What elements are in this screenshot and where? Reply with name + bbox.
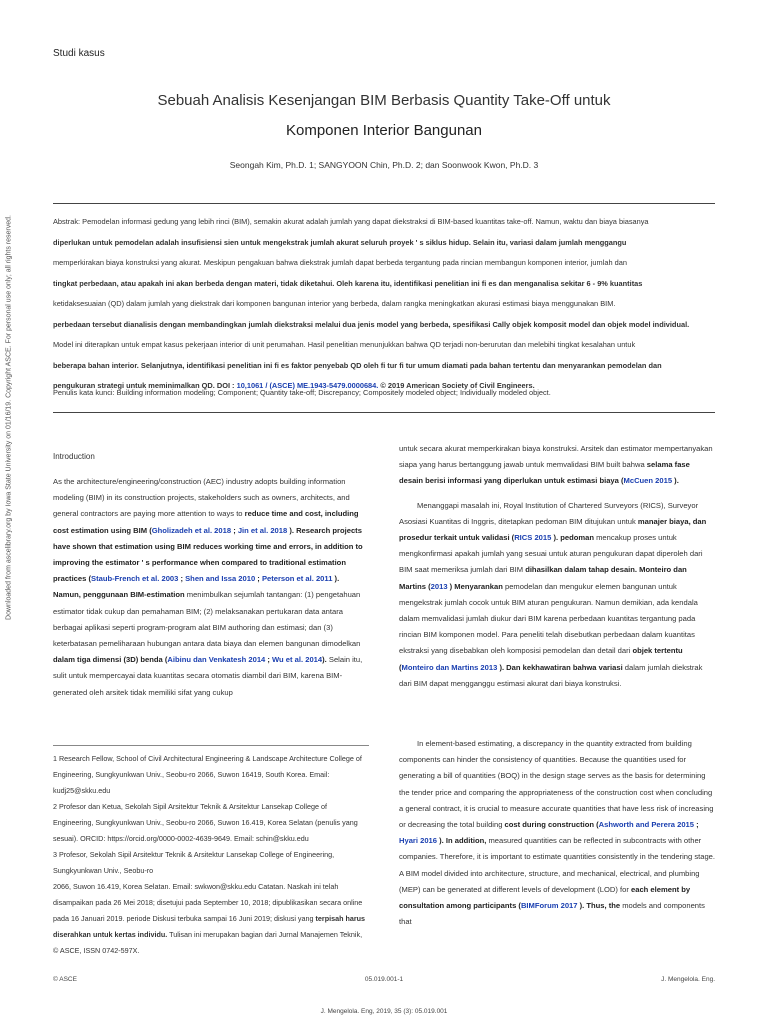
authors: Seongah Kim, Ph.D. 1; SANGYOON Chin, Ph.D. 2; dan Soonwook Kwon, Ph.D. 3 <box>229 160 539 170</box>
side-download-notice: Downloaded from ascelibrary.org by Iowa State University on 01/16/19. Copyright ASCE. For personal use only; all rights reserved. <box>5 215 13 620</box>
abstract-line: Abstrak: Pemodelan informasi gedung yang lebih rinci (BIM), semakin akurat adalah jumlah yang dapat diekstraksi di BIM-based kuantitas take-off. Namun, waktu dan biaya biasanya <box>53 217 649 226</box>
paragraph: In element-based estimating, a discrepancy in the quantity extracted from building components can hinder the consistency of quantities. Because the quantities used for generating a bill of quantities (BOQ) in the design stage serves as the basis for determining the tender price and comparing the appropriateness of the construction cost when concluding a general contract, it is crucial to measure accurate quantities that have less risk of increasing or decreasing the total building cost during construction (Ashworth and Perera 2015 ; Hyari 2016 ). In addition, measured quantities can be reflected in subcontracts with other companies. Therefore, it is important to estimate quantities consistently in the tendering stage. A BIM model divided into architecture, structure, and mechanical, electrical, and plumbing (MEP) can be generated at different levels of development (LOD) for each element by consultation among participants (BIMForum 2017 ). Thus, the models and components that <box>399 739 716 927</box>
citation-link[interactable]: RICS 2015 <box>514 533 552 543</box>
abstract-line: pengukuran strategi untuk meminimalkan QD. DOI : 10,1061 / (ASCE) ME.1943-5479.0000684. © 2019 American Society of Civil Engineers. <box>53 381 535 390</box>
footer-page-number: 05.019.001-1 <box>364 976 404 983</box>
citation-link[interactable]: BIMForum 2017 <box>520 901 578 911</box>
footer-copyright: © ASCE <box>53 976 77 983</box>
intro-heading: Introduction <box>53 452 95 461</box>
abstract-top-rule <box>53 203 715 204</box>
citation-link[interactable]: Aibinu dan Venkatesh 2014 <box>167 655 266 665</box>
right-column-text <box>399 441 715 692</box>
footnote-rule <box>53 745 369 746</box>
page-title-line2: Komponen Interior Bangunan <box>286 122 482 139</box>
abstract-line: Model ini diterapkan untuk empat kasus pekerjaan interior di unit perumahan. Hasil penelitian menunjukkan bahwa QD terjadi non-berurutan dan melebihi tingkat kesalahan untuk <box>53 340 636 349</box>
paragraph: As the architecture/engineering/construction (AEC) industry adopts building information modeling (BIM) in its construction projects, stakeholders such as owners, architects, and general contractors are paying more attention to ways to reduce time and cost, including cost estimation using BIM (Gholizadeh et al. 2018 ; Jin et al. 2018 ). Research projects have shown that estimation using BIM reduces working time and errors, in addition to improving the estimator ' s performance when compared to traditional estimation practices (Staub-French et al. 2003 ; Shen and Issa 2010 ; Peterson et al. 2011 ). Namun, penggunaan BIM-estimation menimbulkan sejumlah tantangan: (1) pengetahuan estimator tidak cukup dan pemahaman BIM; (2) melaksanakan pertukaran data antara berbagai aplikasi seperti program-program alat BIM authoring dan estimasi; dan (3) keterbatasan pemeliharaan hubungan antara data biaya dan elemen bangunan dimodelkan dalam tiga dimensi (3D) benda (Aibinu dan Venkatesh 2014 ; Wu et al. 2014). Selain itu, sulit untuk mempercayai data kuantitas secara otomatis diambil dari BIM, karena BIM-generated oleh arsitek tidak memiliki sifat yang cukup <box>53 477 363 697</box>
footnote: 2066, Suwon 16.419, Korea Selatan. Email: swkwon@skku.edu Catatan. Naskah ini telah disampaikan pada 26 Mei 2018; disetujui pada September 10, 2018; dipublikasikan secara online pada 16 Januari 2019. periode Diskusi terbuka sampai 16 Juni 2019; diskusi yang terpisah harus diserahkan untuk kertas individu. Tulisan ini merupakan bagian dari Jurnal Manajemen Teknik, © ASCE, ISSN 0742-597X. <box>53 882 366 955</box>
abstract-line: tingkat perbedaan, atau apakah ini akan berbeda dengan materi, tidak diketahui. Oleh karena itu, identifikasi penelitian ini fi es dan menganalisa sekitar 6 - 9% kuantitas <box>53 278 643 288</box>
left-column-text <box>53 474 369 701</box>
citation-link[interactable]: Staub-French et al. 2003 <box>91 574 179 584</box>
footnote: 2 Profesor dan Ketua, Sekolah Sipil Arsitektur Teknik & Arsitektur Lansekap College of Engineering, Sungkyunkwan Univ., Seobu-ro 2066, Suwon 16.419, Korea Selatan (penulis yang sesuai). ORCID: https://orcid.org/0000-0002-4639-9649. Email: schin@skku.edu <box>53 802 358 843</box>
citation-link[interactable]: Gholizadeh et al. 2018 <box>151 525 232 535</box>
citation-link[interactable]: Wu et al. 2014 <box>272 655 323 665</box>
citation-link[interactable]: Shen and Issa 2010 <box>185 574 256 584</box>
citation-link[interactable]: Peterson et al. 2011 <box>261 574 333 584</box>
citation-link[interactable]: Jin et al. 2018 <box>237 525 288 535</box>
keywords: Penulis kata kunci: Building information modeling; Component; Quantity take-off; Discrepancy; Compositely modeled object; Individually modeled object. <box>53 388 551 397</box>
section-label: Studi kasus <box>53 48 105 59</box>
citation-link[interactable]: Hyari 2016 <box>399 836 437 846</box>
paragraph: Menanggapi masalah ini, Royal Institution of Chartered Surveyors (RICS), Surveyor Asosiasi Kuantitas di Inggris, ditetapkan pedoman BIM ditujukan untuk manajer biaya, dan prosedur terkait untuk validasi (RICS 2015 ). pedoman mencakup proses untuk mengkonfirmasi apakah jumlah yang sesuai untuk aturan pengukuran dapat diperoleh dari BIM saat memeriksa jumlah dari BIM dihasilkan dalam tahap desain. Monteiro dan Martins (2013 ) Menyarankan pemodelan dan mengukur elemen bangunan untuk mengekstrak jumlah cocok untuk BIM aturan pengukuran. Namun demikian, ada kendala dalam memvalidasi jumlah diukur dari BIM karena perbedaan kuantitas tergantung pada rincian BIM komponen model. Para peneliti telah disebutkan perbedaan dalam kuantitas ekstraksi yang disebabkan oleh komposisi pemodelan dan detail dari objek tertentu (Monteiro dan Martins 2013 ). Dan kekhawatiran bahwa variasi dalam jumlah diekstrak dari BIM dapat mengganggu estimasi akurat dari biaya konstruksi. <box>399 500 707 688</box>
keywords-bottom-rule <box>53 412 715 413</box>
abstract-line: beberapa bahan interior. Selanjutnya, identifikasi penelitian ini fi es faktor penyebab QD oleh fi tur fi tur umum diamati pada bahan tertentu dan menyarankan pemodelan dan <box>53 360 662 370</box>
abstract <box>53 212 715 397</box>
abstract-line: perbedaan tersebut dianalisis dengan membandingkan jumlah diekstraksi melalui dua jenis model yang berbeda, spesifikasi Cally objek komposit model dan objek model individual. <box>53 319 690 329</box>
citation-link[interactable]: Ashworth and Perera 2015 <box>598 820 695 830</box>
right-column-bottom-text <box>399 736 715 930</box>
abstract-line: ketidaksesuaian (QD) dalam jumlah yang diekstrak dari komponen bangunan interior yang berbeda, dalam rangka meningkatkan akurasi estimasi biaya menggunakan BIM. <box>53 299 616 308</box>
footnotes <box>53 751 369 959</box>
abstract-line: diperlukan untuk pemodelan adalah insufisiensi sien untuk mengekstrak jumlah akurat seluruh proyek ' s siklus hidup. Selain itu, variasi dalam jumlah menggangu <box>53 237 627 247</box>
citation-link[interactable]: Monteiro dan Martins 2013 <box>401 662 498 672</box>
doi-link[interactable]: 10,1061 / (ASCE) ME.1943-5479.0000684. <box>236 381 379 390</box>
abstract-line: memperkirakan biaya konstruksi yang akurat. Meskipun pengakuan bahwa diekstrak jumlah dapat berbeda tergantung pada rincian membangun komponen interior, jumlah dan <box>53 258 627 267</box>
footnote: 3 Profesor, Sekolah Sipil Arsitektur Teknik & Arsitektur Lansekap College of Engineering, Sungkyunkwan Univ., Seobu-ro <box>53 850 335 875</box>
citation-link[interactable]: McCuen 2015 <box>623 476 673 486</box>
citation-link[interactable]: 2013 <box>430 581 448 591</box>
footnote: 1 Research Fellow, School of Civil Architectural Engineering & Landscape Architecture College of Engineering, Sungkyunkwan Univ., Seobu-ro 2066, Suwon 16419, South Korea. Email: kudj25@skku.edu <box>53 754 362 795</box>
page-title-line1: Sebuah Analisis Kesenjangan BIM Berbasis Quantity Take-Off untuk <box>157 92 611 109</box>
footer-citation: J. Mengelola. Eng, 2019, 35 (3): 05.019.001 <box>320 1008 448 1015</box>
paragraph: untuk secara akurat memperkirakan biaya konstruksi. Arsitek dan estimator mempertanyakan siapa yang harus bertanggung jawab untuk memvalidasi BIM built bahwa selama fase desain berisi informasi yang diperlukan untuk estimasi biaya (McCuen 2015 ). <box>399 444 713 486</box>
footer-journal: J. Mengelola. Eng. <box>661 976 715 983</box>
